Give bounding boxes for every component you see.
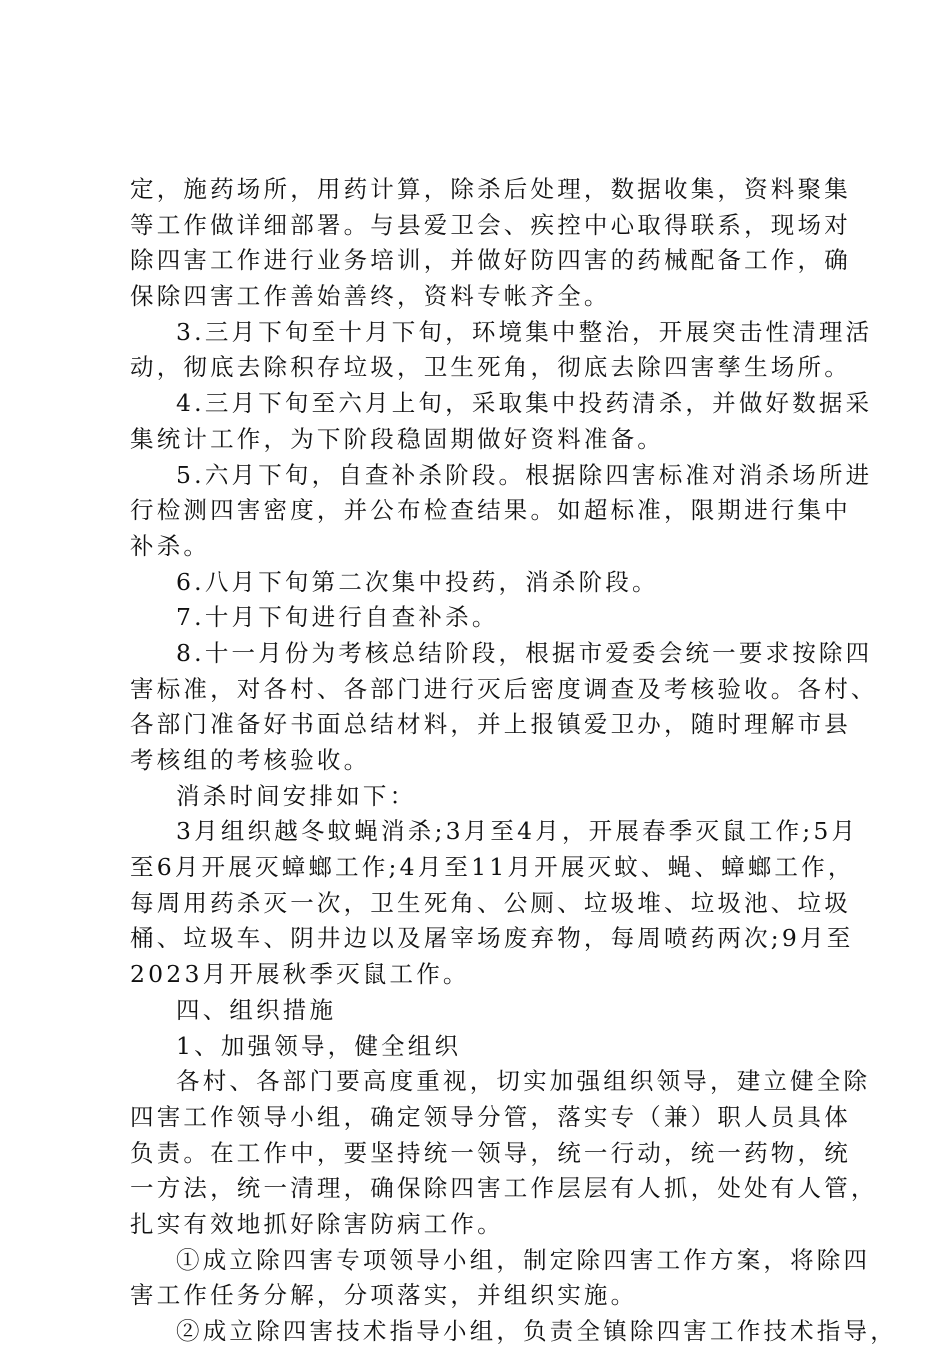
text-line: 动，彻底去除积存垃圾，卫生死角，彻底去除四害孳生场所。 xyxy=(130,353,851,382)
text-line: 各村、各部门要高度重视，切实加强组织领导，建立健全除 xyxy=(176,1067,871,1096)
paragraph xyxy=(130,1243,871,1314)
paragraph xyxy=(130,315,873,386)
text-line: 四、组织措施 xyxy=(176,995,337,1024)
text-line: 2023月开展秋季灭鼠工作。 xyxy=(130,960,470,989)
paragraph xyxy=(130,600,832,636)
text-line: 6.八月下旬第二次集中投药，消杀阶段。 xyxy=(176,567,659,596)
text-line: 集统计工作，为下阶段稳固期做好资料准备。 xyxy=(130,424,664,453)
document-body xyxy=(130,172,897,1350)
text-line: 除四害工作进行业务培训，并做好防四害的药械配备工作，确 xyxy=(130,246,851,275)
text-line: 7.十月下旬进行自查补杀。 xyxy=(176,603,499,632)
paragraph xyxy=(130,1029,832,1065)
text-line: 至6月开展灭蟑螂工作;4月至11月开展灭蚊、蝇、蟑螂工作， xyxy=(130,853,855,882)
text-line: 桶、垃圾车、阴井边以及屠宰场废弃物，每周喷药两次;9月至 xyxy=(130,924,854,953)
paragraph xyxy=(130,636,878,779)
text-line: 一方法，统一清理，确保除四害工作层层有人抓，处处有人管， xyxy=(130,1174,878,1203)
paragraph xyxy=(130,386,873,457)
text-line: 3.三月下旬至十月下旬，环境集中整治，开展突击性清理活 xyxy=(176,317,873,346)
text-line: 3月组织越冬蚊蝇消杀;3月至4月，开展春季灭鼠工作;5月 xyxy=(176,817,859,846)
paragraph xyxy=(130,814,859,992)
text-line: 扎实有效地抓好除害防病工作。 xyxy=(130,1209,504,1238)
text-line: 考核组的考核验收。 xyxy=(130,746,371,774)
paragraph xyxy=(130,993,832,1029)
text-line: ①成立除四害专项领导小组，制定除四害工作方案，将除四 xyxy=(176,1245,871,1274)
text-line: 5.六月下旬，自查补杀阶段。根据除四害标准对消杀场所进 xyxy=(176,460,873,489)
text-line: 害工作任务分解，分项落实，并组织实施。 xyxy=(130,1281,638,1310)
paragraph xyxy=(130,1314,897,1350)
text-line: 补杀。 xyxy=(130,531,211,560)
text-line: 四害工作领导小组，确定领导分管，落实专（兼）职人员具体 xyxy=(130,1102,851,1131)
text-line: 害标准，对各村、各部门进行灭后密度调查及考核验收。各村、 xyxy=(130,674,878,703)
text-line: 等工作做详细部署。与县爱卫会、疾控中心取得联系，现场对 xyxy=(130,210,851,239)
text-line: 各部门准备好书面总结材料，并上报镇爱卫办，随时理解市县 xyxy=(130,710,851,739)
text-line: 负责。在工作中，要坚持统一领导，统一行动，统一药物，统 xyxy=(130,1138,851,1167)
text-line: 8.十一月份为考核总结阶段，根据市爱委会统一要求按除四 xyxy=(176,638,873,667)
paragraph xyxy=(130,172,851,315)
text-line: 保除四害工作善始善终，资料专帐齐全。 xyxy=(130,282,611,311)
paragraph xyxy=(130,779,832,815)
text-line: 4.三月下旬至六月上旬，采取集中投药清杀，并做好数据采 xyxy=(176,389,873,418)
text-line: 1、加强领导，健全组织 xyxy=(176,1031,462,1060)
paragraph xyxy=(130,1064,878,1242)
text-line: ②成立除四害技术指导小组，负责全镇除四害工作技术指导， xyxy=(176,1317,897,1345)
paragraph xyxy=(130,458,873,565)
text-line: 定，施药场所，用药计算，除杀后处理，数据收集，资料聚集 xyxy=(130,175,851,203)
text-line: 每周用药杀灭一次，卫生死角、公厕、垃圾堆、垃圾池、垃圾 xyxy=(130,888,851,917)
text-line: 行检测四害密度，并公布检查结果。如超标准，限期进行集中 xyxy=(130,496,851,525)
paragraph xyxy=(130,565,832,601)
text-line: 消杀时间安排如下： xyxy=(176,781,417,810)
